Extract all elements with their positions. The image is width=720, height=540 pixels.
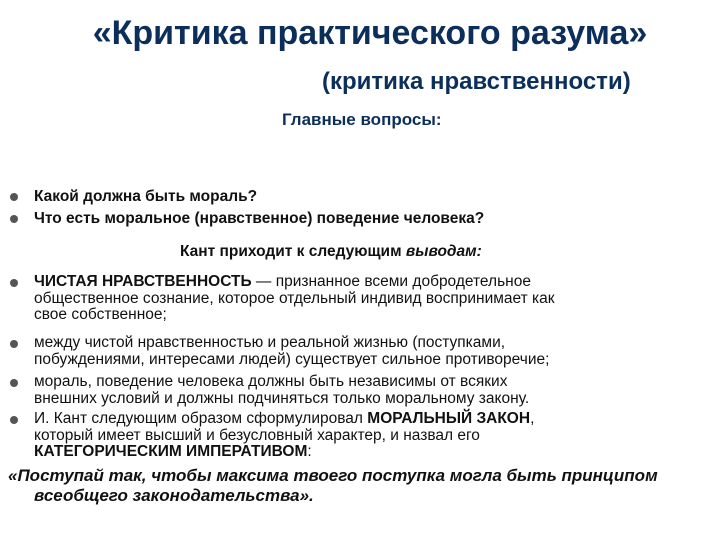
item-text: побуждениями, интересами людей) существует сильное противоречие; [34, 350, 550, 368]
bullet-icon [10, 279, 18, 287]
question-text: Какой должна быть мораль? [34, 188, 258, 205]
conclusion-prefix: Кант приходит к следующим [180, 243, 406, 260]
term-categorical-imperative: КАТЕГОРИЧЕСКИМ ИМПЕРАТИВОМ [34, 443, 308, 460]
item-text: свое собственное; [34, 306, 167, 323]
question-text: Что есть моральное (нравственное) поведение человека? [34, 210, 485, 227]
item-text: общественное сознание, которое отдельный индивид воспринимает как [34, 289, 555, 307]
quote-line: «Поступай так, чтобы максима твоего поступка могла быть принципом [8, 466, 658, 485]
term-pure-morality: ЧИСТАЯ НРАВСТВЕННОСТЬ [34, 273, 252, 290]
item-text: между чистой нравственностью и реальной жизнью (поступками, [34, 334, 506, 351]
questions-heading: Главные вопросы: [282, 110, 442, 129]
bullet-icon [10, 215, 18, 223]
item-text: И. Кант следующим образом сформулировал [34, 410, 368, 427]
bullet-icon [10, 379, 18, 387]
bullet-icon [10, 416, 18, 424]
slide-title: «Критика практического разума» [92, 14, 648, 52]
slide: «Критика практического разума» (критика нравственности) Главные вопросы: Какой должна быть мораль? Что есть моральное (нравственное) поведение человека? Кант приходит к следующим выводам: ЧИСТАЯ НРАВСТВЕННОСТЬ — признанное всеми добродетельное общественное сознание, которое отдельный индивид воспринимает как свое собственное; между чистой нравственностью и реальной жизнью (поступками, побуждениями, интересами людей) существует сильное противоречие; мораль, поведение человека должны быть независимы от всяких внешних условий и должны подчиняться только моральному закону. И. Кант следующим образом сформулировал МОРАЛЬНЫЙ ЗАКОН, который имеет высший и безусловный характер, и назвал его КАТЕГОРИЧЕСКИМ ИМПЕРАТИВОМ: «Поступай так, чтобы максима твоего поступка могла быть принципом всеобщего законодательства». [0, 0, 720, 540]
item-text: который имеет высший и безусловный характер, и назвал его [34, 426, 480, 444]
item-text: внешних условий и должны подчиняться только моральному закону. [34, 389, 530, 407]
bullet-icon [10, 340, 18, 348]
slide-subtitle: (критика нравственности) [322, 68, 631, 95]
conclusion-emphasis: выводам: [405, 243, 482, 260]
item-text: — признанное всеми добродетельное [251, 273, 531, 290]
item-text: мораль, поведение человека должны быть независимы от всяких [34, 373, 508, 390]
categorical-imperative-quote [8, 466, 708, 506]
term-moral-law: МОРАЛЬНЫЙ ЗАКОН [367, 410, 531, 427]
conclusion-line [180, 243, 482, 261]
bullet-icon [10, 193, 18, 201]
quote-line: всеобщего законодательства». [34, 486, 314, 505]
